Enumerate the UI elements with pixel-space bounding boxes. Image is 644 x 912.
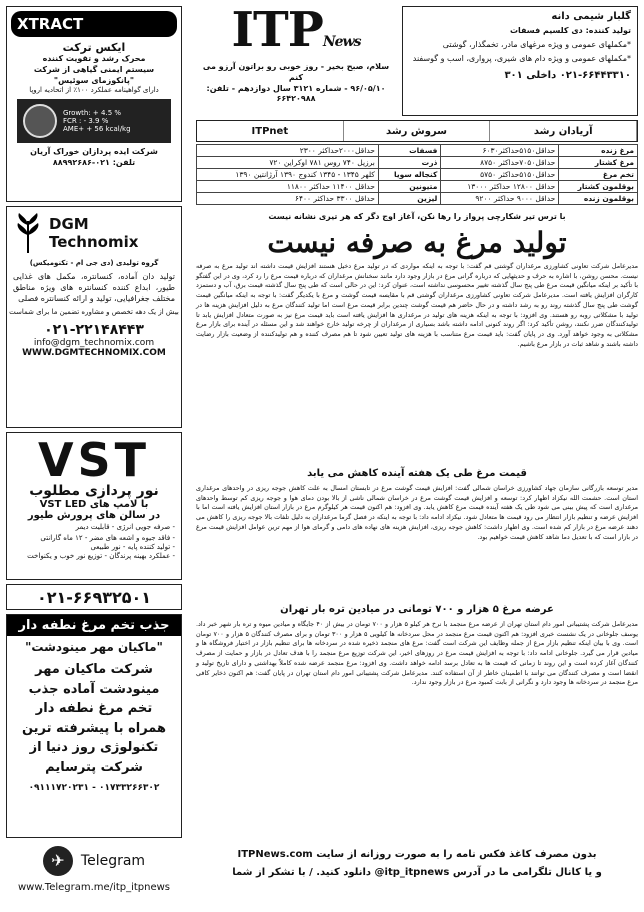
dgm-note: بیش از یک دهه تخصص و مشاوره تضمین ما برای شماست: [9, 308, 179, 317]
xtract-line2: سیستم ایمنی گیاهی از شرکت: [33, 64, 155, 74]
price-value: برزیل ۷۴۰ روس ۷۸۱ اوکراین ۷۲۰: [197, 157, 379, 169]
xtract-company: شرکت ایده پردازان خوراک آریان: [30, 147, 158, 157]
dgm-logo: [7, 207, 181, 259]
vst-bullet: - فاقد جیوه و اشعه های مضر - ۱۲ ماه گارانتی: [40, 534, 175, 543]
logo-main: ITP: [231, 2, 323, 58]
logo-sub: News: [322, 34, 361, 50]
badge-fcr: FCR : - 3.9 %: [63, 117, 109, 126]
price-item: متیونین: [378, 181, 440, 193]
telegram-link[interactable]: www.Telegram.me/itp_itpnews: [17, 882, 171, 893]
vst-logo: VST: [37, 433, 151, 487]
xtract-phone: تلفن: ۰۲۱-۸۸۹۹۲۶۸۶: [52, 158, 136, 168]
price-row: [197, 145, 638, 157]
dgm-website[interactable]: WWW.DGMTECHNOMIX.COM: [22, 347, 166, 358]
ticker-quote: با ترس تیر شکارچی پرواز را رها نکن، آغاز اوج دگر که هر تیری نشانه نیست: [268, 212, 566, 221]
price-row: [197, 193, 638, 205]
vst-title: نور پردازی مطلوب: [29, 483, 159, 499]
golbar-line3: *مکملهای عمومی و ویژه دام های شیری، پرواری، اسب و گوسفند: [412, 53, 631, 63]
footer-line1: بدون مصرف کاغذ فکس نامه را به صورت روزانه از سایت ITPNews.com: [237, 849, 597, 860]
price-item: بوقلمون کشتار: [559, 181, 638, 193]
xtract-line4: دارای گواهینامه عملکرد ۱۰۰٪ از اتحادیه اروپا: [29, 86, 159, 95]
price-item: ذرت: [378, 157, 440, 169]
itpnews-logo[interactable]: [196, 2, 396, 58]
telegram-label: Telegram: [80, 853, 146, 869]
price-item: تخم مرغ: [559, 169, 638, 181]
price-item: مرغ زنده: [559, 145, 638, 157]
xtract-badge: [17, 99, 171, 143]
subhead: قیمت مرغ طی یک هفته آینده کاهش می یابد: [307, 468, 527, 479]
price-row: [197, 157, 638, 169]
price-item: مرغ کشتار: [559, 157, 638, 169]
sponsor-itpnet[interactable]: ITPnet: [197, 121, 344, 141]
ad-dgm: [6, 206, 182, 428]
dgm-logo-text: DGM Technomix: [49, 215, 139, 251]
hatch-header: جذب تخم مرغ نطفه دار: [7, 615, 181, 636]
price-value: حداقل۵۱۵۰حداکثر۶۰۳۰: [441, 145, 559, 157]
dgm-text: تولید دان آماده، کنسانتره، مکمل های غذایی طیور، ابداع کننده کنسانتره های ویژه مناطق مختلف جغرافیایی، تولید و ارائه کنسانتره فصلی: [13, 272, 175, 303]
telegram-icon[interactable]: ✈: [43, 846, 73, 876]
article-body: مدیرعامل شرکت تعاونی کشاورزی مرغداران گوشتی قم گفت: با توجه به اینکه مواردی که در تولید مرغ دخیل هستند افزایش قیمت داشته اند تولید مرغ به صرفه نیست. محسن روشن، با اشاره به حرف و حدیثهایی که درباره گرانی مرغ در بازار وجود دارد مانند سخنانش مرغداران که درباره قیمت مرغ را رد کرد، وی در این گفتگو با تأکید بر اینکه میانگین قیمت مرغ طی پنج سال گذشته تغییر محسوسی نداشته است، عنوان کرد: این در حالی است که طی پنج سال گذشته قیمت برق، آب و دستمزد کارگران افزایش یافته است. مدیرعامل شرکت تعاونی کشاورزی مرغداران گوشتی قم با مقایسه قیمت گوشت و مرغ با یکدیگر گفت: با توجه به اینکه میانگین قیمت گوشت طی پنج سال گذشته روند رو به رشد داشته و در حال حاضر هم قیمت گوشت چندین برابر قیمت مرغ است اما تولید کنندگان مرغ به دلیل افزایش هزینه ها در تولید با مشکلاتی روبه رو هستند. وی افزود: با توجه به اینکه هزینه های تولید در مرغداری ها افزایش یافته است باید قیمت مرغ نیز به صورت متعادل افزایش یابد تا تولیدکنندگان ضرر نکنند، روشن تأکید کرد: اگر روند کنونی ادامه داشته باشد بسیاری از مرغداران از چرخه تولید خارج خواهند شد و این مسئله در آینده برای بازار مرغ مشکلاتی به وجود خواهد آورد. وی در پایان گفت: باید قیمت مرغ متناسب با هزینه های تولید تعیین شود تا هم مصرف کننده و هم تولیدکننده از وضعیت بازار رضایت داشته باشند و شاهد ثبات در بازار مرغ باشیم.: [196, 262, 638, 348]
quality-seal-icon: [23, 104, 57, 138]
hatch-phones: ۰۹۱۱۱۷۲۰۲۳۱ - ۰۱۷۳۳۲۶۶۳۰۲: [28, 783, 160, 793]
badge-growth: Growth: + 4.5 %: [63, 109, 122, 118]
price-table: [196, 144, 638, 205]
price-item: کنجاله سویا: [378, 169, 440, 181]
dgm-email[interactable]: info@dgm_technomix.com: [33, 337, 155, 348]
price-value: حداقل ۹۰۰۰ حداکثر ۹۲۰۰: [441, 193, 559, 205]
dgm-group: گروه تولیدی (دی جی ام - تکنومیکس): [29, 259, 159, 267]
price-item: لیزین: [378, 193, 440, 205]
masthead: [196, 2, 396, 118]
vst-line2: در سالن های پرورش طیور: [27, 510, 161, 521]
golbar-title: گلبار شیمی دانه: [551, 11, 631, 22]
price-item: بوقلمون زنده: [559, 193, 638, 205]
vst-line1: با لامپ های VST LED: [39, 499, 149, 510]
article-body: مدیرعامل شرکت پشتیبانی امور دام استان تهران از عرضه مرغ منجمد با نرخ هر کیلو ۵ هزار و ۷۰۰ تومان در بیش از ۴۰ جایگاه و میادین میوه و تره بار شهر خبر داد. یوسف جلوخانی در یک نشست خبری افزود: هم اکنون قیمت مرغ منجمد در محل سردخانه ها کیلویی ۵ هزار و ۳۰۰ تومان و برای مصرف کنندگان ۵ هزار و ۷۰۰ تومان است. وی با بیان اینکه تنظیم بازار مرغ از جمله وظایف این شرکت است گفت: مرغ های منجمد ذخیره شده در سردخانه ها برای تنظیم بازار در اختیار فروشگاه ها و میادین قرار می گیرد. جلوخانی ادامه داد: با توجه به افزایش قیمت مرغ در روزهای اخیر، این شرکت توزیع مرغ منجمد را با هدف تعادل در بازار و حمایت از مصرف کنندگان آغاز کرده است و این روند تا زمانی که قیمت ها به تعادل برسد ادامه خواهد داشت. وی افزود: مرغ منجمد عرضه شده کاملاً بهداشتی و دارای تاریخ تولید و انقضا است و مصرف کنندگان می توانند با اطمینان خاطر از آن استفاده کنند. مدیرعامل شرکت پشتیبانی امور دام استان تهران در پایان گفت: هم اکنون ذخایر کافی مرغ منجمد در سردخانه ها وجود دارد و نگرانی از بابت کمبود مرغ در بازار وجود ندارد.: [196, 620, 638, 687]
footer: [196, 846, 638, 882]
badge-ame: AME+ + 56 kcal/kg: [63, 125, 131, 134]
xtract-title: ایکس ترکت: [62, 41, 126, 54]
price-value: حداقل ۳۳۰۰ حداکثر ۶۴۰۰: [197, 193, 379, 205]
ad-hatching-eggs: [6, 614, 182, 838]
price-value: حداقل ۱۲۸۰۰ حداکثر ۱۳۰۰۰: [441, 181, 559, 193]
golbar-line1: تولید کننده: دی کلسیم فسفات: [510, 26, 631, 35]
price-value: حداقل۵۱۵۰حداکثر ۵۷۵۰: [441, 169, 559, 181]
subhead: عرضه مرغ ۵ هزار و ۷۰۰ تومانی در میادین تره بار تهران: [280, 604, 554, 615]
golbar-line2: *مکملهای عمومی و ویژه مرغهای مادر، تخمگذار، گوشتی: [442, 39, 631, 49]
hatch-body: شرکت ماکیان مهر مینودشت آماده جذب تخم مرغ نطفه دار همراه با پیشرفته ترین تکنولوژی روز دنیا از شرکت پترسایم: [21, 662, 167, 775]
price-row: [197, 181, 638, 193]
article-body: مدیر توسعه بازرگانی سازمان جهاد کشاورزی خراسان شمالی گفت: افزایش قیمت گوشت مرغ در تابستان امسال به علت کاهش جوجه ریزی در واحدهای مرغداری استان است. حشمت الله نیکزاد اظهار کرد: توسعه و افزایش قیمت گوشت مرغ در خراسان شمالی ناشی از بالا بودن دمای هوا و جوجه ریزی کم توسط واحدهای مرغداری است که پیش بینی می شود طی یک هفته آینده قیمت مرغ کاهش یابد. وی افزود: هم اکنون قیمت هر کیلوگرم مرغ در بازار استان افزایش یافته است اما با افزایش عرضه و تنظیم بازار انتظار می رود قیمت ها متعادل شود. نیکزاد ادامه داد: با توجه به اینکه در فصل گرما مرغداران به دلیل تلفات بالا جوجه ریزی را کاهش می دهند عرضه مرغ در بازار کم شده است. وی اظهار داشت: کاهش جوجه ریزی، افزایش هزینه های نهاده های دامی و گرمای هوا از مهم ترین عوامل افزایش قیمت مرغ در بازار است که با تعدیل دما شاهد کاهش قیمت خواهیم بود.: [196, 484, 638, 541]
price-item: فسفات: [378, 145, 440, 157]
telegram-block: [6, 842, 182, 906]
xtract-line3: "پانکوزمای سوئیس": [53, 75, 135, 85]
headline: تولید مرغ به صرفه نیست: [267, 226, 567, 259]
sponsor-soroush[interactable]: سروش رشد: [344, 121, 491, 141]
greeting: سلام، صبح بخیر - روز خوبی رو براتون آرزو می کنم: [202, 62, 390, 82]
ad-vst: [6, 432, 182, 580]
footer-line2: و یا کانال تلگرامی ما در آدرس itp_itpnews@ دانلود کنید. / با تشکر از شما: [232, 867, 602, 878]
price-value: کلهر ۱۳۴۵ - ۱۳۴۵ کندوج ۱۳۹۰ آرژانتین ۱۳۹۰: [197, 169, 379, 181]
vst-bullet: - تولید کننده پایه - نور طبیعی: [90, 543, 175, 552]
hatch-sub: "ماکیان مهر مینودشت": [25, 640, 163, 654]
price-value: حداقل۲۰۰۰حداکثر ۲۳۰۰: [197, 145, 379, 157]
wheat-icon: [13, 213, 43, 253]
vst-phone: ۰۲۱-۶۶۹۳۲۵۰۱: [6, 584, 182, 610]
xtract-logo: XTRACT: [11, 11, 177, 37]
sponsor-strip: [196, 120, 638, 142]
price-value: حداقل۷۰۵۰حداکثر ۸۷۵۰: [441, 157, 559, 169]
price-value: حداقل ۱۱۴۰۰ حداکثر ۱۱۸۰۰: [197, 181, 379, 193]
xtract-line1: محرک رشد و تقویت کننده: [42, 54, 146, 63]
golbar-phone: ۰۲۱-۶۶۴۴۳۳۱۰ داخلی ۳۰۱: [504, 70, 631, 82]
ad-golbar: [402, 6, 638, 116]
ad-xtract: [6, 6, 182, 202]
sponsor-aryadan[interactable]: آریادان رشد: [490, 121, 637, 141]
dgm-phone: ۰۲۱-۲۲۱۴۸۴۴۳: [44, 321, 144, 338]
vst-bullet: - صرفه جویی انرژی - قابلیت دیمر: [75, 523, 175, 531]
issue-info: ۹۶/۰۵/۱۰ - شماره ۳۱۲۱ سال دوازدهم - تلفن: ۶۶۴۲۰۹۸۸: [206, 83, 386, 104]
price-row: [197, 169, 638, 181]
vst-bullet: - عملکرد بهینه پرندگان - توزیع نور خوب و یکنواخت: [27, 552, 175, 561]
